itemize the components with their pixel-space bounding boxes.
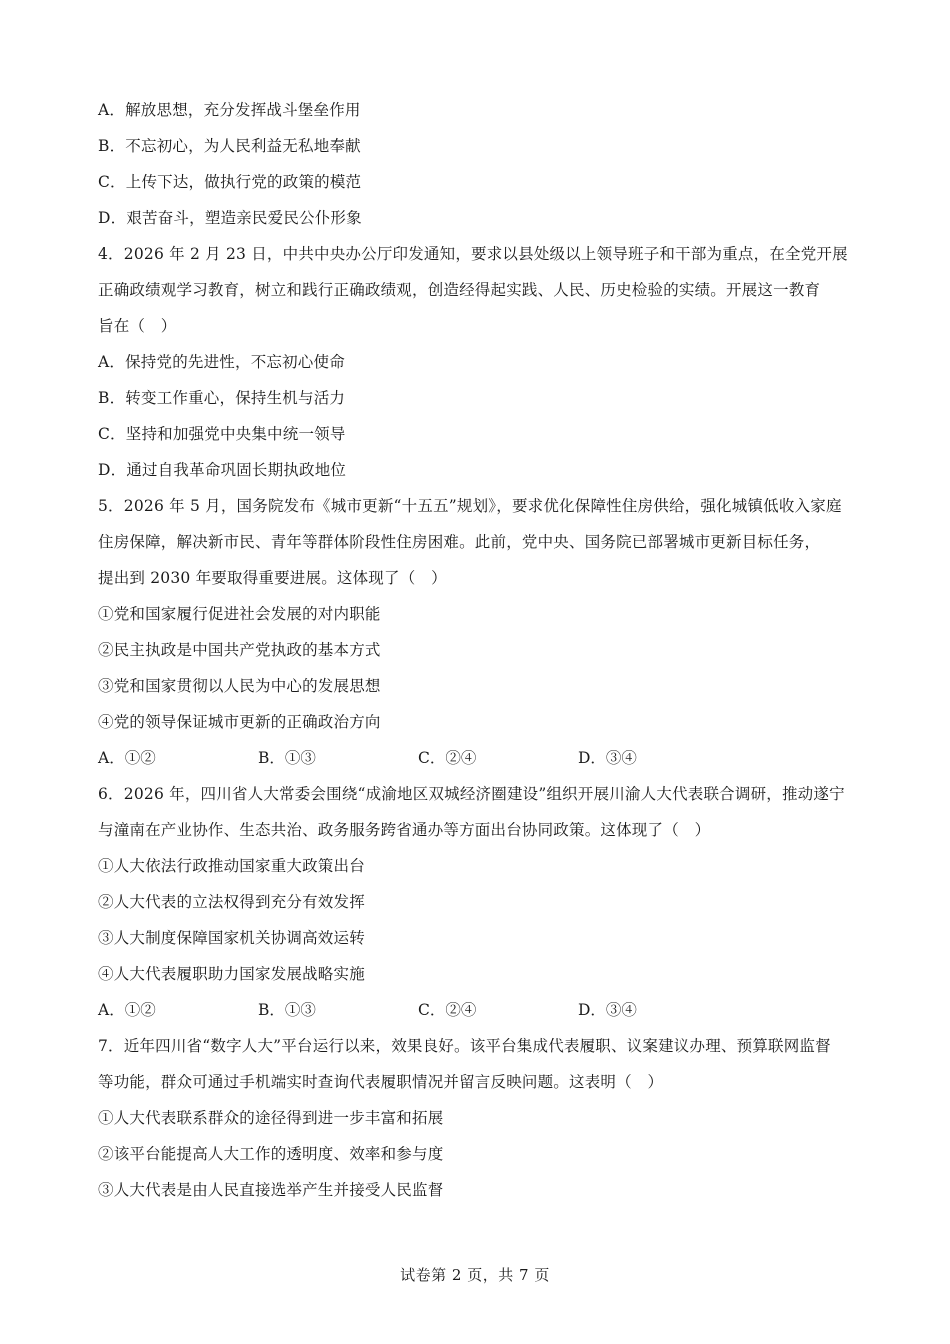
q4-option-a: A．保持党的先进性，不忘初心使命 xyxy=(98,353,345,371)
q5-statement-4: ④党的领导保证城市更新的正确政治方向 xyxy=(98,713,381,731)
q6-answer-b: B．①③ xyxy=(258,1001,316,1019)
q7-statement-3: ③人大代表是由人民直接选举产生并接受人民监督 xyxy=(98,1181,444,1199)
q4-option-c: C．坚持和加强党中央集中统一领导 xyxy=(98,425,346,443)
q6-answer-choices xyxy=(98,992,854,1028)
q4-stem-line: 4．2026 年 2 月 23 日，中共中央办公厅印发通知，要求以县处级以上领导班子和干部为重点，在全党开展 xyxy=(98,245,848,263)
q4-option-d: D．通过自我革命巩固长期执政地位 xyxy=(98,461,347,479)
q3-option-c: C．上传下达，做执行党的政策的模范 xyxy=(98,173,362,191)
q5-stem-line: 5．2026 年 5 月，国务院发布《城市更新“十五五”规划》，要求优化保障性住房供给，强化城镇低收入家庭 xyxy=(98,497,842,515)
q5-answer-choices xyxy=(98,740,854,776)
q6-stem-line: 与潼南在产业协作、生态共治、政务服务跨省通办等方面出台协同政策。这体现了（ ） xyxy=(98,821,711,839)
q6-stem-line: 6．2026 年，四川省人大常委会围绕“成渝地区双城经济圈建设”组织开展川渝人大代表联合调研，推动遂宁 xyxy=(98,785,845,803)
question-6 xyxy=(98,776,854,1028)
q4-option-b: B．转变工作重心，保持生机与活力 xyxy=(98,389,346,407)
q5-statement-3: ③党和国家贯彻以人民为中心的发展思想 xyxy=(98,677,381,695)
q6-statement-4: ④人大代表履职助力国家发展战略实施 xyxy=(98,965,365,983)
q7-stem-line: 等功能，群众可通过手机端实时查询代表履职情况并留言反映问题。这表明（ ） xyxy=(98,1073,664,1091)
q7-stem-line: 7．近年四川省“数字人大”平台运行以来，效果良好。该平台集成代表履职、议案建议办理、预算联网监督 xyxy=(98,1037,831,1055)
question-4 xyxy=(98,236,854,488)
q5-answer-b: B．①③ xyxy=(258,749,316,767)
question-3-options xyxy=(98,92,854,236)
q3-option-a: A．解放思想，充分发挥战斗堡垒作用 xyxy=(98,101,361,119)
q7-stem xyxy=(98,1028,854,1100)
q6-answer-a: A．①② xyxy=(98,1001,156,1019)
q4-stem-line: 旨在（ ） xyxy=(98,317,177,335)
q3-option-b: B．不忘初心，为人民利益无私地奉献 xyxy=(98,137,361,155)
q4-stem xyxy=(98,236,854,344)
q6-statement-1: ①人大依法行政推动国家重大政策出台 xyxy=(98,857,365,875)
q5-stem-line: 住房保障，解决新市民、青年等群体阶段性住房困难。此前，党中央、国务院已部署城市更新目标任务， xyxy=(98,533,821,551)
page-content xyxy=(98,92,854,1208)
page-footer: 试卷第 2 页，共 7 页 xyxy=(400,1266,550,1284)
q4-stem-line: 正确政绩观学习教育，树立和践行正确政绩观，创造经得起实践、人民、历史检验的实绩。开展这一教育 xyxy=(98,281,821,299)
q5-stem xyxy=(98,488,854,596)
q6-answer-d: D．③④ xyxy=(578,1001,637,1019)
q5-answer-a: A．①② xyxy=(98,749,156,767)
q3-option-d: D．艰苦奋斗，塑造亲民爱民公仆形象 xyxy=(98,209,362,227)
q6-stem xyxy=(98,776,854,848)
q5-statement-2: ②民主执政是中国共产党执政的基本方式 xyxy=(98,641,381,659)
question-7 xyxy=(98,1028,854,1208)
q5-statement-1: ①党和国家履行促进社会发展的对内职能 xyxy=(98,605,381,623)
q6-answer-c: C．②④ xyxy=(418,1001,477,1019)
q7-statement-1: ①人大代表联系群众的途径得到进一步丰富和拓展 xyxy=(98,1109,444,1127)
question-5 xyxy=(98,488,854,776)
q7-statement-2: ②该平台能提高人大工作的透明度、效率和参与度 xyxy=(98,1145,444,1163)
q5-stem-line: 提出到 2030 年要取得重要进展。这体现了（ ） xyxy=(98,569,447,587)
q6-statement-2: ②人大代表的立法权得到充分有效发挥 xyxy=(98,893,365,911)
q5-answer-d: D．③④ xyxy=(578,749,637,767)
q5-answer-c: C．②④ xyxy=(418,749,477,767)
q6-statement-3: ③人大制度保障国家机关协调高效运转 xyxy=(98,929,365,947)
